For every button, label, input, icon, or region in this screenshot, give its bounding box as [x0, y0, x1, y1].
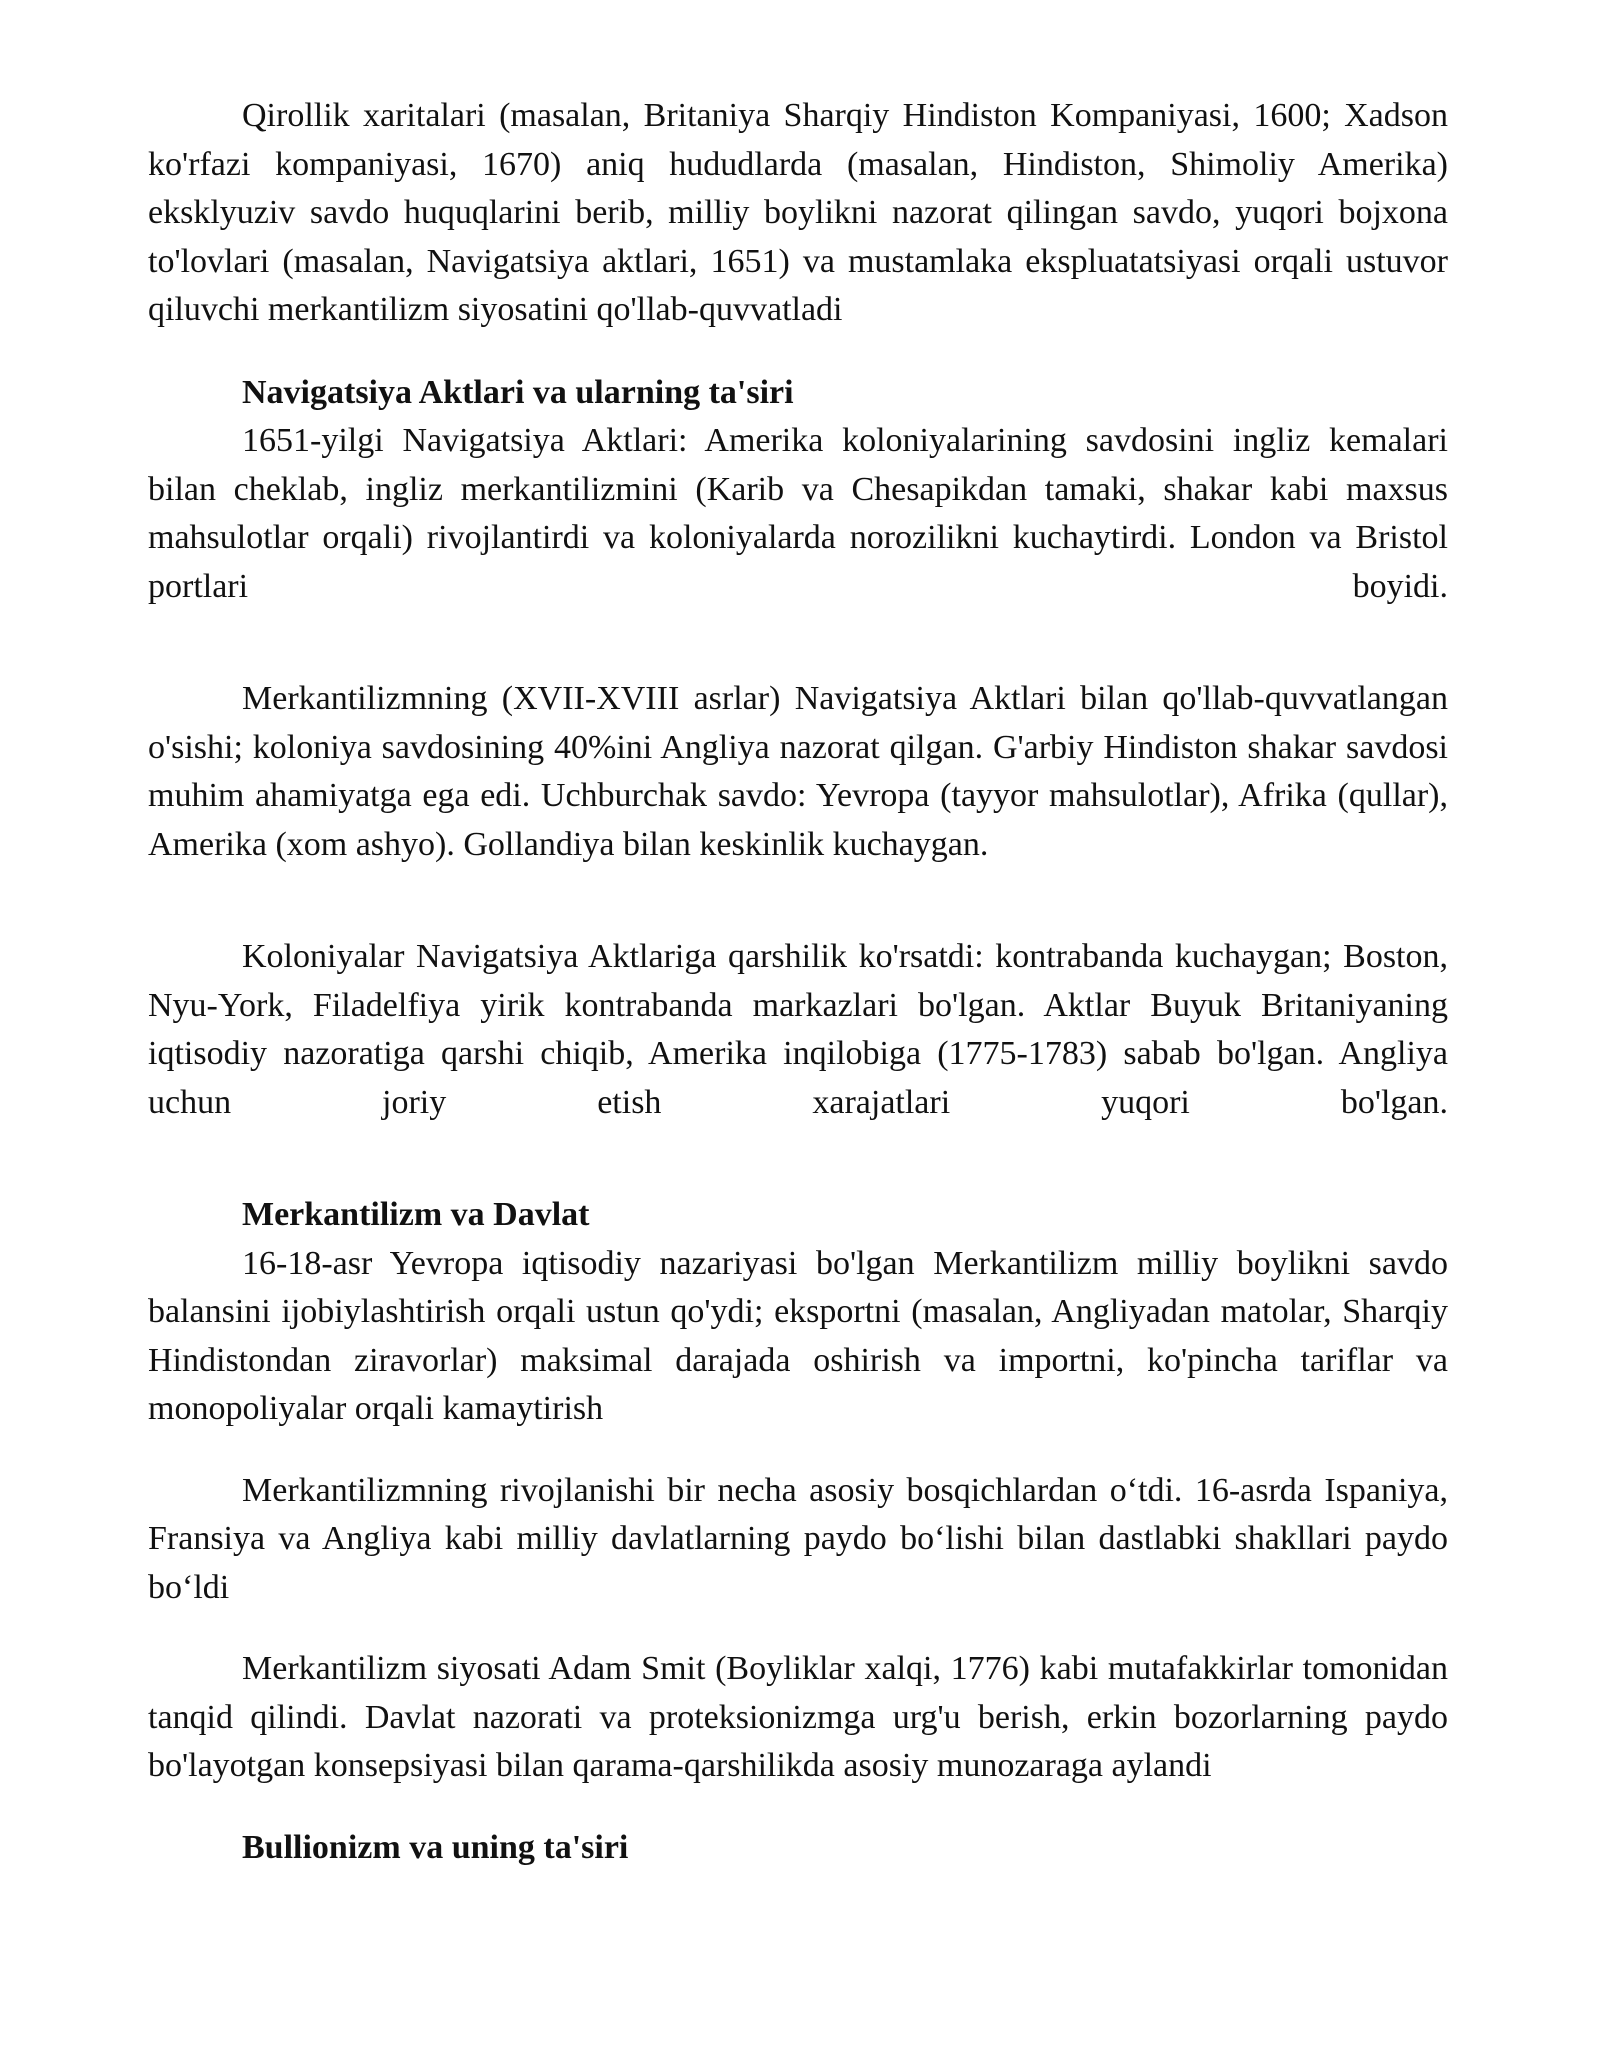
- paragraph-mercantilism-theory: 16-18-asr Yevropa iqtisodiy nazariyasi bo'lgan Merkantilizm milliy boylikni savdo balansini ijobiylashtirish orqali ustun qo'ydi; eksportni (masalan, Angliyadan matolar, Sharqiy Hindistondan ziravorlar) maksimal darajada oshirish va importni, ko'pincha tariflar va monopoliyalar orqali kamaytirish: [148, 1244, 1448, 1427]
- spacer: [148, 1791, 1448, 1824]
- spacer: [148, 1127, 1448, 1191]
- heading-bullionism: Bullionizm va uning ta'siri: [242, 1828, 629, 1866]
- paragraph-colonial-resistance: Koloniyalar Navigatsiya Aktlariga qarshilik ko'rsatdi: kontrabanda kuchaygan; Boston, Nyu-York, Filadelfiya yirik kontrabanda markazlari bo'lgan. Aktlar Buyuk Britaniyaning iqtisodiy nazoratiga qarshi chiqib, Amerika inqilobiga (1775-1783) sabab bo'lgan. Angliya uchun joriy etish xarajatlari yuqori bo'lgan.: [148, 938, 1448, 1121]
- spacer: [148, 869, 1448, 933]
- paragraph-mercantilism-criticism: Merkantilizm siyosati Adam Smit (Boyliklar xalqi, 1776) kabi mutafakkirlar tomonidan tanqid qilindi. Davlat nazorati va proteksionizmga urg'u berish, erkin bozorlarning paydo bo'layotgan konsepsiyasi bilan qarama-qarshilikda asosiy munozaraga aylandi: [148, 1650, 1448, 1784]
- paragraph-royal-charters: Qirollik xaritalari (masalan, Britaniya Sharqiy Hindiston Kompaniyasi, 1600; Xadson ko'rfazi kompaniyasi, 1670) aniq hududlarda (masalan, Hindiston, Shimoliy Amerika) eksklyuziv savdo huquqlarini berib, milliy boylikni nazorat qilingan savdo, yuqori bojxona to'lovlari (masalan, Navigatsiya aktlari, 1651) va mustamlaka ekspluatatsiyasi orqali ustuvor qiluvchi merkantilizm siyosatini qo'llab-quvvatladi: [148, 97, 1448, 328]
- spacer: [148, 1612, 1448, 1645]
- paragraph-mercantilism-development: Merkantilizmning rivojlanishi bir necha asosiy bosqichlardan o‘tdi. 16-asrda Ispaniya, Fransiya va Angliya kabi milliy davlatlarning paydo bo‘lishi bilan dastlabki shakllari paydo bo‘ldi: [148, 1471, 1448, 1606]
- paragraph-navigation-acts-1651: 1651-yilgi Navigatsiya Aktlari: Amerika koloniyalarining savdosini ingliz kemalari bilan cheklab, ingliz merkantilizmini (Karib va Chesapikdan tamaki, shakar kabi maxsus mahsulotlar orqali) rivojlantirdi va koloniyalarda norozilikni kuchaytirdi. London va Bristol portlari boyidi.: [148, 422, 1448, 605]
- heading-mercantilism-state: Merkantilizm va Davlat: [242, 1196, 590, 1233]
- document-page: [148, 92, 1448, 1872]
- paragraph-mercantilism-growth: Merkantilizmning (XVII-XVIII asrlar) Navigatsiya Aktlari bilan qo'llab-quvvatlangan o'sishi; koloniya savdosining 40%ini Angliya nazorat qilgan. G'arbiy Hindiston shakar savdosi muhim ahamiyatga ega edi. Uchburchak savdo: Yevropa (tayyor mahsulotlar), Afrika (qullar), Amerika (xom ashyo). Gollandiya bilan keskinlik kuchaygan.: [148, 680, 1448, 863]
- spacer: [148, 335, 1448, 369]
- heading-navigation-acts: Navigatsiya Aktlari va ularning ta'siri: [242, 373, 794, 411]
- spacer: [148, 1434, 1448, 1467]
- spacer: [148, 611, 1448, 675]
